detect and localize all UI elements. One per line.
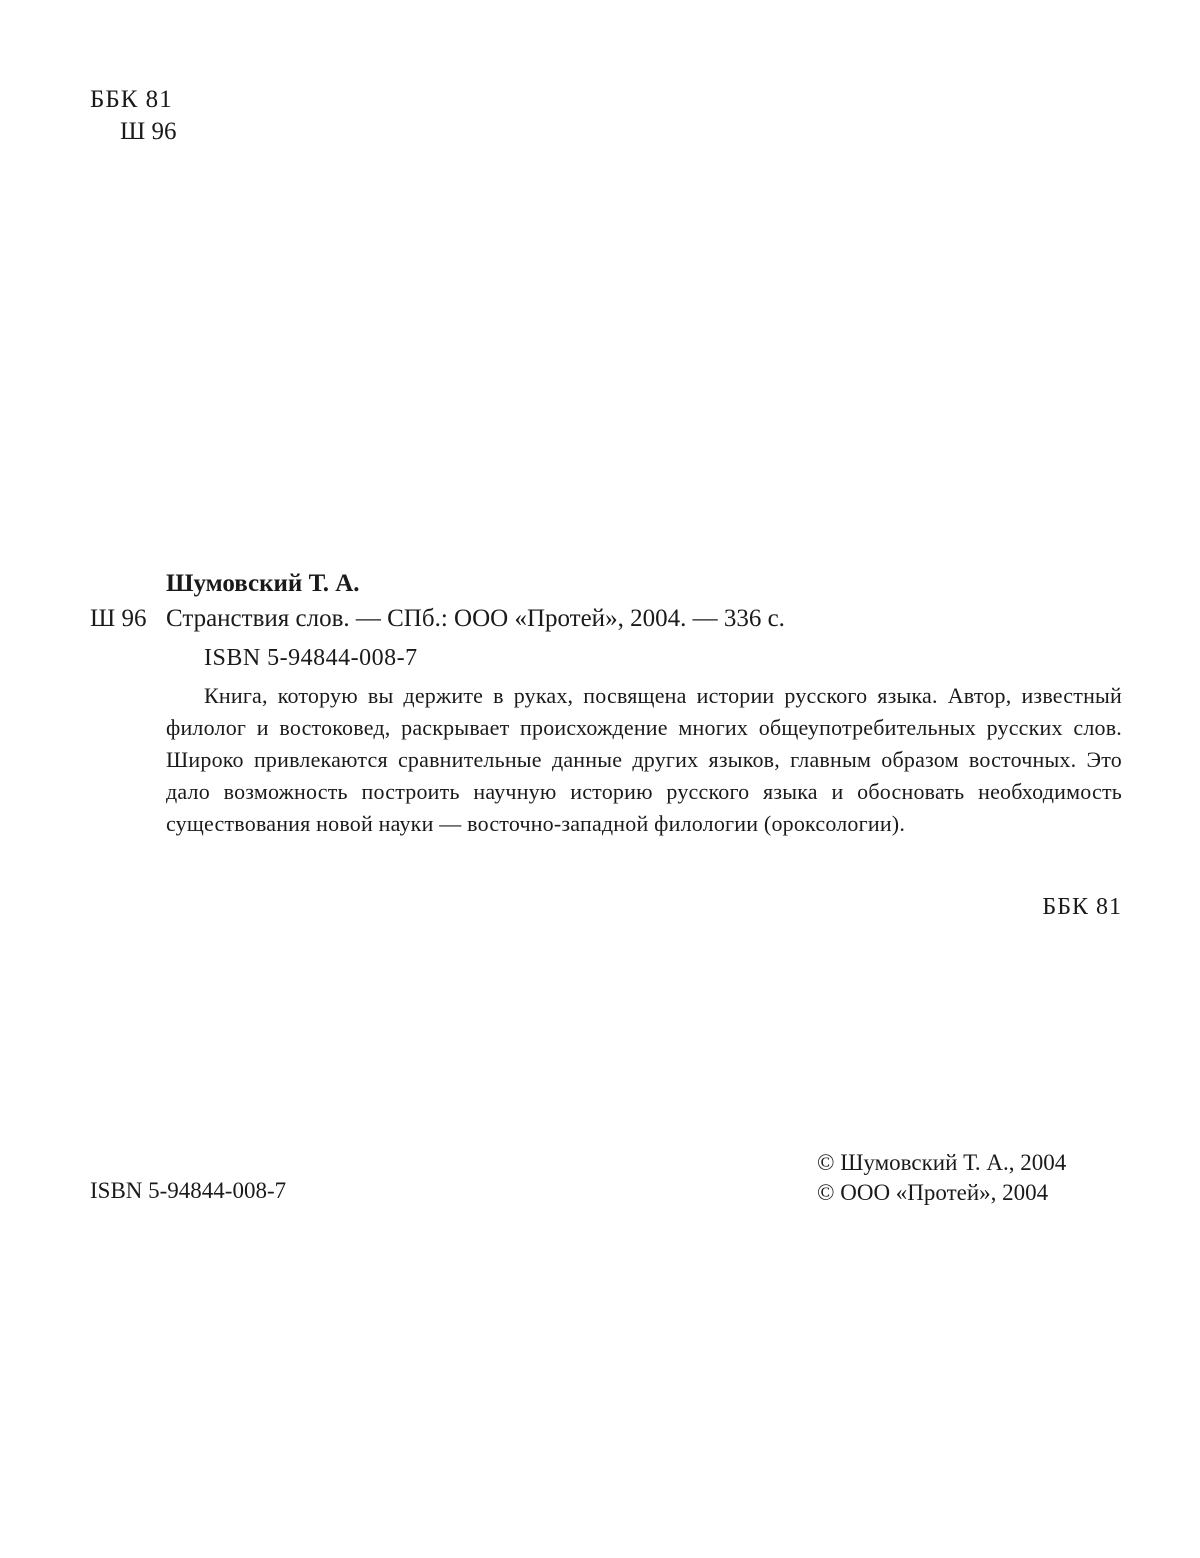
bibliographic-description: Странствия слов. — СПб.: ООО «Протей», 2004. — 336 с. [166, 605, 785, 632]
book-annotation: Книга, которую вы держите в руках, посвящена истории русского языка. Автор, известный филолог и востоковед, раскрывает происхождение многих общеупотребительных русских слов. Широко привлекаются сравнительные данные других языков, главным образом восточных. Это дало возможность построить научную историю русского языка и обосновать необходимость существования новой науки — восточно-западной филологии (ороксологии). [166, 683, 1122, 836]
author-mark-top: Ш 96 [120, 118, 177, 145]
copyright-author: © Шумовский Т. А., 2004 [817, 1150, 1067, 1175]
bbk-classification-record: ББК 81 [1042, 894, 1122, 920]
isbn-record: ISBN 5-94844-008-7 [204, 645, 418, 671]
author-index-code: Ш 96 [90, 605, 147, 632]
bbk-classification-top: ББК 81 [90, 86, 173, 113]
copyright-publisher: © ООО «Протей», 2004 [817, 1180, 1049, 1205]
isbn-footer: ISBN 5-94844-008-7 [90, 1178, 287, 1203]
author-name: Шумовский Т. А. [166, 570, 360, 597]
